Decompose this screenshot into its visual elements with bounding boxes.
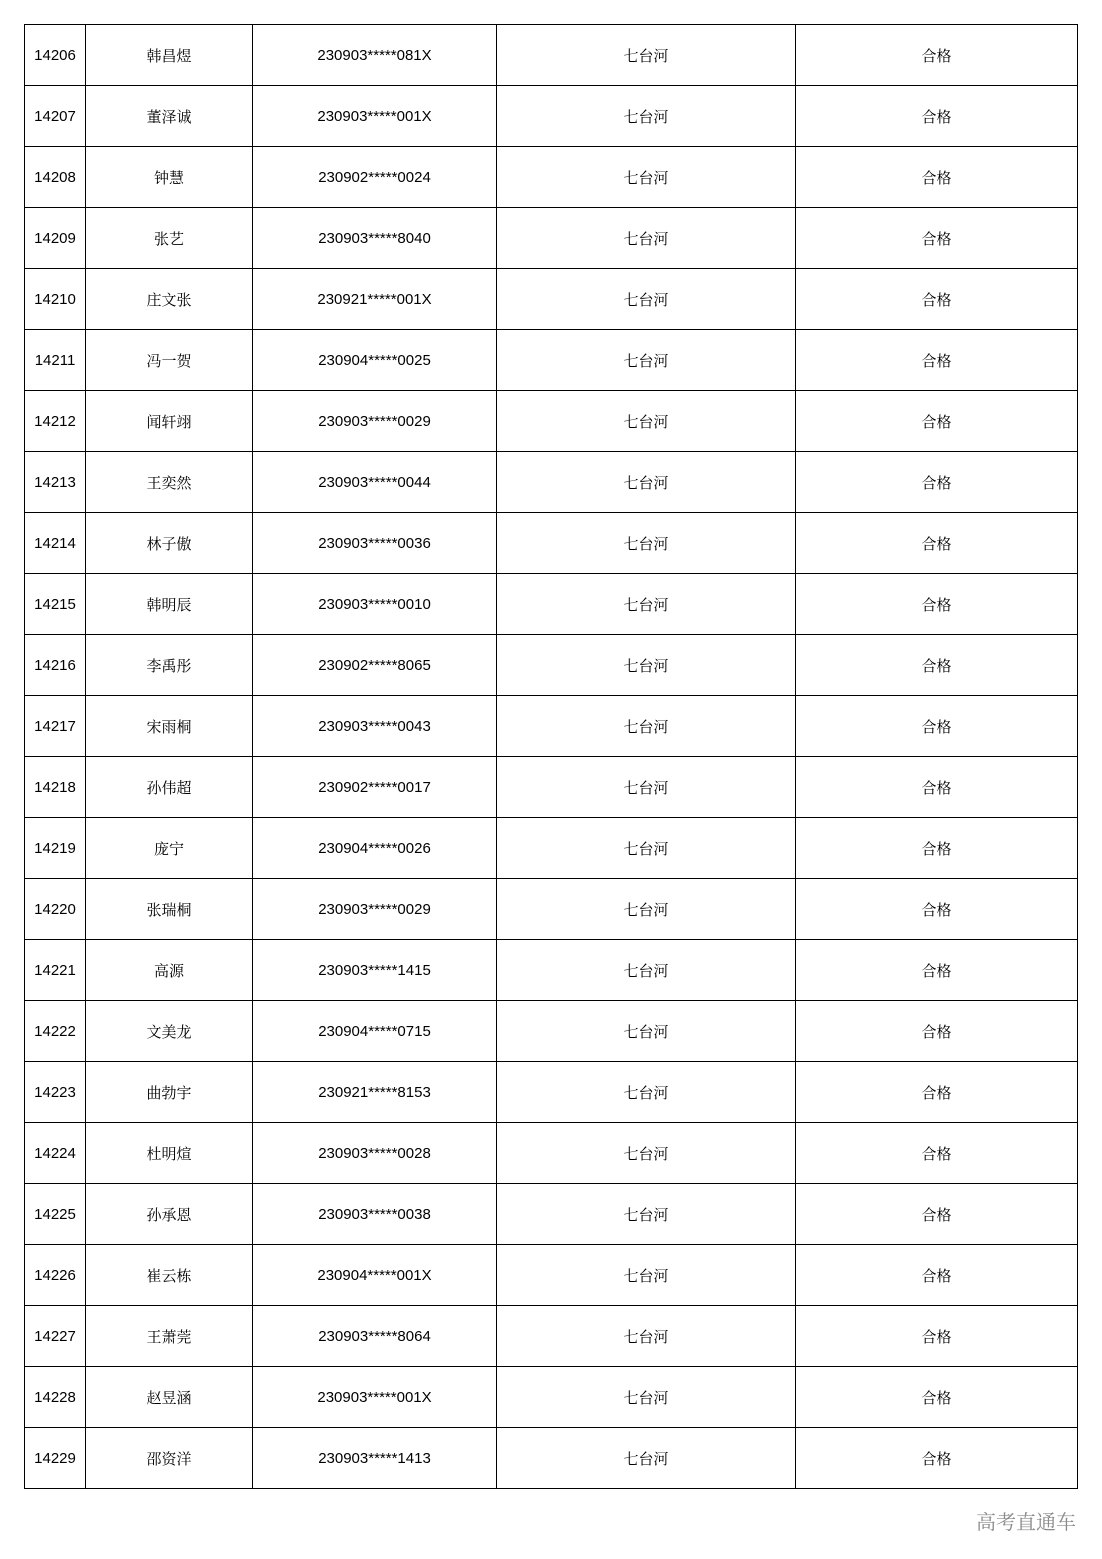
area-cell: 七台河	[497, 330, 796, 391]
id-number-cell: 230903*****1413	[253, 1428, 497, 1489]
table-row	[25, 513, 1078, 574]
table-row	[25, 879, 1078, 940]
result-cell: 合格	[796, 1367, 1078, 1428]
area-cell: 七台河	[497, 1001, 796, 1062]
id-number-cell: 230903*****0036	[253, 513, 497, 574]
serial-number-cell: 14216	[25, 635, 86, 696]
name-cell: 王萧莞	[86, 1306, 253, 1367]
result-cell: 合格	[796, 147, 1078, 208]
id-number-cell: 230903*****001X	[253, 86, 497, 147]
name-cell: 钟慧	[86, 147, 253, 208]
area-cell: 七台河	[497, 1123, 796, 1184]
area-cell: 七台河	[497, 940, 796, 1001]
area-cell: 七台河	[497, 574, 796, 635]
table-row	[25, 1062, 1078, 1123]
serial-number-cell: 14218	[25, 757, 86, 818]
result-cell: 合格	[796, 574, 1078, 635]
id-number-cell: 230904*****0025	[253, 330, 497, 391]
result-cell: 合格	[796, 1001, 1078, 1062]
id-number-cell: 230903*****1415	[253, 940, 497, 1001]
result-cell: 合格	[796, 940, 1078, 1001]
result-cell: 合格	[796, 391, 1078, 452]
serial-number-cell: 14213	[25, 452, 86, 513]
result-cell: 合格	[796, 1428, 1078, 1489]
name-cell: 李禹彤	[86, 635, 253, 696]
table-row	[25, 86, 1078, 147]
area-cell: 七台河	[497, 269, 796, 330]
id-number-cell: 230903*****0029	[253, 391, 497, 452]
id-number-cell: 230921*****001X	[253, 269, 497, 330]
name-cell: 文美龙	[86, 1001, 253, 1062]
id-number-cell: 230904*****0715	[253, 1001, 497, 1062]
result-cell: 合格	[796, 208, 1078, 269]
name-cell: 闻轩翊	[86, 391, 253, 452]
table-row	[25, 818, 1078, 879]
area-cell: 七台河	[497, 635, 796, 696]
area-cell: 七台河	[497, 452, 796, 513]
name-cell: 庞宁	[86, 818, 253, 879]
name-cell: 韩昌煜	[86, 25, 253, 86]
id-number-cell: 230904*****001X	[253, 1245, 497, 1306]
table-row	[25, 1001, 1078, 1062]
table-row	[25, 269, 1078, 330]
serial-number-cell: 14226	[25, 1245, 86, 1306]
result-cell: 合格	[796, 1123, 1078, 1184]
name-cell: 孙承恩	[86, 1184, 253, 1245]
area-cell: 七台河	[497, 391, 796, 452]
id-number-cell: 230903*****0010	[253, 574, 497, 635]
id-number-cell: 230903*****081X	[253, 25, 497, 86]
serial-number-cell: 14215	[25, 574, 86, 635]
serial-number-cell: 14227	[25, 1306, 86, 1367]
area-cell: 七台河	[497, 879, 796, 940]
name-cell: 杜明煊	[86, 1123, 253, 1184]
serial-number-cell: 14214	[25, 513, 86, 574]
serial-number-cell: 14211	[25, 330, 86, 391]
area-cell: 七台河	[497, 1245, 796, 1306]
serial-number-cell: 14220	[25, 879, 86, 940]
result-cell: 合格	[796, 513, 1078, 574]
roster-body	[25, 25, 1078, 1489]
table-row	[25, 391, 1078, 452]
name-cell: 董泽诚	[86, 86, 253, 147]
name-cell: 宋雨桐	[86, 696, 253, 757]
name-cell: 邵资洋	[86, 1428, 253, 1489]
serial-number-cell: 14212	[25, 391, 86, 452]
table-row	[25, 574, 1078, 635]
area-cell: 七台河	[497, 1306, 796, 1367]
area-cell: 七台河	[497, 25, 796, 86]
id-number-cell: 230902*****0017	[253, 757, 497, 818]
name-cell: 王奕然	[86, 452, 253, 513]
serial-number-cell: 14207	[25, 86, 86, 147]
table-row	[25, 757, 1078, 818]
serial-number-cell: 14219	[25, 818, 86, 879]
result-cell: 合格	[796, 1184, 1078, 1245]
name-cell: 冯一贺	[86, 330, 253, 391]
serial-number-cell: 14224	[25, 1123, 86, 1184]
name-cell: 高源	[86, 940, 253, 1001]
id-number-cell: 230903*****0043	[253, 696, 497, 757]
area-cell: 七台河	[497, 208, 796, 269]
id-number-cell: 230903*****001X	[253, 1367, 497, 1428]
id-number-cell: 230903*****8040	[253, 208, 497, 269]
id-number-cell: 230904*****0026	[253, 818, 497, 879]
id-number-cell: 230903*****0028	[253, 1123, 497, 1184]
result-cell: 合格	[796, 818, 1078, 879]
table-row	[25, 1123, 1078, 1184]
table-row	[25, 147, 1078, 208]
serial-number-cell: 14229	[25, 1428, 86, 1489]
area-cell: 七台河	[497, 696, 796, 757]
result-cell: 合格	[796, 1062, 1078, 1123]
area-cell: 七台河	[497, 757, 796, 818]
table-row	[25, 1306, 1078, 1367]
serial-number-cell: 14210	[25, 269, 86, 330]
id-number-cell: 230903*****8064	[253, 1306, 497, 1367]
name-cell: 韩明辰	[86, 574, 253, 635]
name-cell: 张艺	[86, 208, 253, 269]
result-cell: 合格	[796, 269, 1078, 330]
id-number-cell: 230902*****0024	[253, 147, 497, 208]
result-cell: 合格	[796, 635, 1078, 696]
result-cell: 合格	[796, 757, 1078, 818]
area-cell: 七台河	[497, 147, 796, 208]
serial-number-cell: 14222	[25, 1001, 86, 1062]
serial-number-cell: 14228	[25, 1367, 86, 1428]
result-cell: 合格	[796, 330, 1078, 391]
id-number-cell: 230902*****8065	[253, 635, 497, 696]
table-row	[25, 1184, 1078, 1245]
serial-number-cell: 14221	[25, 940, 86, 1001]
table-row	[25, 1367, 1078, 1428]
serial-number-cell: 14223	[25, 1062, 86, 1123]
result-cell: 合格	[796, 696, 1078, 757]
table-row	[25, 1428, 1078, 1489]
area-cell: 七台河	[497, 1184, 796, 1245]
table-row	[25, 452, 1078, 513]
table-row	[25, 696, 1078, 757]
result-cell: 合格	[796, 452, 1078, 513]
serial-number-cell: 14206	[25, 25, 86, 86]
table-row	[25, 208, 1078, 269]
result-cell: 合格	[796, 86, 1078, 147]
table-row	[25, 635, 1078, 696]
area-cell: 七台河	[497, 818, 796, 879]
table-row	[25, 1245, 1078, 1306]
id-number-cell: 230903*****0038	[253, 1184, 497, 1245]
area-cell: 七台河	[497, 86, 796, 147]
serial-number-cell: 14208	[25, 147, 86, 208]
name-cell: 崔云栋	[86, 1245, 253, 1306]
result-cell: 合格	[796, 1306, 1078, 1367]
serial-number-cell: 14217	[25, 696, 86, 757]
watermark-text: 高考直通车	[976, 1510, 1076, 1534]
serial-number-cell: 14209	[25, 208, 86, 269]
area-cell: 七台河	[497, 513, 796, 574]
id-number-cell: 230903*****0044	[253, 452, 497, 513]
table-row	[25, 940, 1078, 1001]
area-cell: 七台河	[497, 1062, 796, 1123]
result-cell: 合格	[796, 25, 1078, 86]
name-cell: 曲勃宇	[86, 1062, 253, 1123]
table-row	[25, 25, 1078, 86]
result-cell: 合格	[796, 879, 1078, 940]
name-cell: 庄文张	[86, 269, 253, 330]
id-number-cell: 230903*****0029	[253, 879, 497, 940]
serial-number-cell: 14225	[25, 1184, 86, 1245]
table-row	[25, 330, 1078, 391]
area-cell: 七台河	[497, 1367, 796, 1428]
id-number-cell: 230921*****8153	[253, 1062, 497, 1123]
name-cell: 孙伟超	[86, 757, 253, 818]
roster-table	[24, 24, 1078, 1489]
area-cell: 七台河	[497, 1428, 796, 1489]
name-cell: 赵昱涵	[86, 1367, 253, 1428]
result-cell: 合格	[796, 1245, 1078, 1306]
name-cell: 张瑞桐	[86, 879, 253, 940]
name-cell: 林子傲	[86, 513, 253, 574]
